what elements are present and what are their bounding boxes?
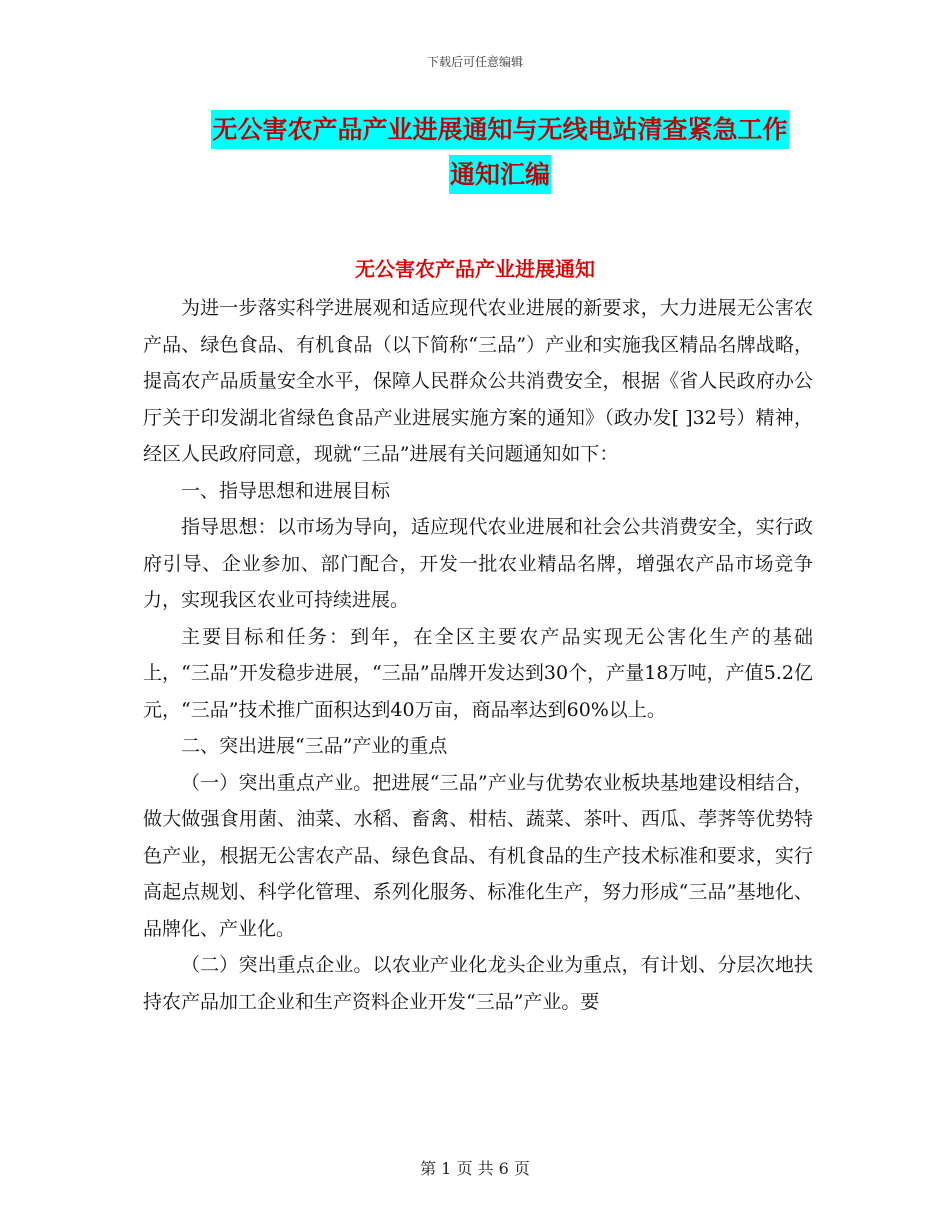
section-heading: 一、指导思想和进展目标 bbox=[181, 479, 391, 502]
paragraph: 主要目标和任务：到年，在全区主要农产品实现无公害化生产的基础上，“三品”开发稳步进展，“三品”品牌开发达到30个，产量18万吨，产值5.2亿元，“三品”技术推广面积达到40万亩，商品率达到60%以上。 bbox=[143, 625, 813, 721]
header-note: 下载后可任意编辑 bbox=[426, 55, 523, 69]
document-title-line-1 bbox=[120, 117, 880, 142]
paragraph: 指导思想：以市场为导向，适应现代农业进展和社会公共消费安全，实行政府引导、企业参加、部门配合，开发一批农业精品名牌，增强农产品市场竞争力，实现我区农业可持续进展。 bbox=[143, 516, 813, 611]
paragraph: （一）突出重点产业。把进展“三品”产业与优势农业板块基地建设相结合，做大做强食用菌、油菜、水稻、畜禽、柑桔、蔬菜、茶叶、西瓜、荸荠等优势特色产业，根据无公害农产品、绿色食品、有机食品的生产技术标准和要求，实行高起点规划、科学化管理、系列化服务、标准化生产，努力形成“三品”基地化、品牌化、产业化。 bbox=[143, 771, 813, 940]
document-title-line-2 bbox=[120, 162, 880, 187]
section-title: 无公害农产品产业进展通知 bbox=[355, 257, 595, 281]
document-body bbox=[143, 290, 813, 1020]
paragraph: 为进一步落实科学进展观和适应现代农业进展的新要求，大力进展无公害农产品、绿色食品、有机食品（以下简称“三品”）产业和实施我区精品名牌战略，提高农产品质量安全水平，保障人民群众公共消费安全，根据《省人民政府办公厅关于印发湖北省绿色食品产业进展实施方案的通知》（政办发[ ]32号）精神，经区人民政府同意，现就“三品”进展有关问题通知如下： bbox=[143, 297, 813, 465]
paragraph: （二）突出重点企业。以农业产业化龙头企业为重点，有计划、分层次地扶持农产品加工企业和生产资料企业开发“三品”产业。要 bbox=[143, 954, 813, 1013]
section-heading: 二、突出进展“三品”产业的重点 bbox=[181, 735, 448, 757]
page-indicator: 第 1 页 共 6 页 bbox=[420, 1159, 530, 1178]
title-highlight: 通知汇编 bbox=[449, 155, 551, 194]
title-highlight: 无公害农产品产业进展通知与无线电站清查紧急工作 bbox=[211, 110, 788, 149]
